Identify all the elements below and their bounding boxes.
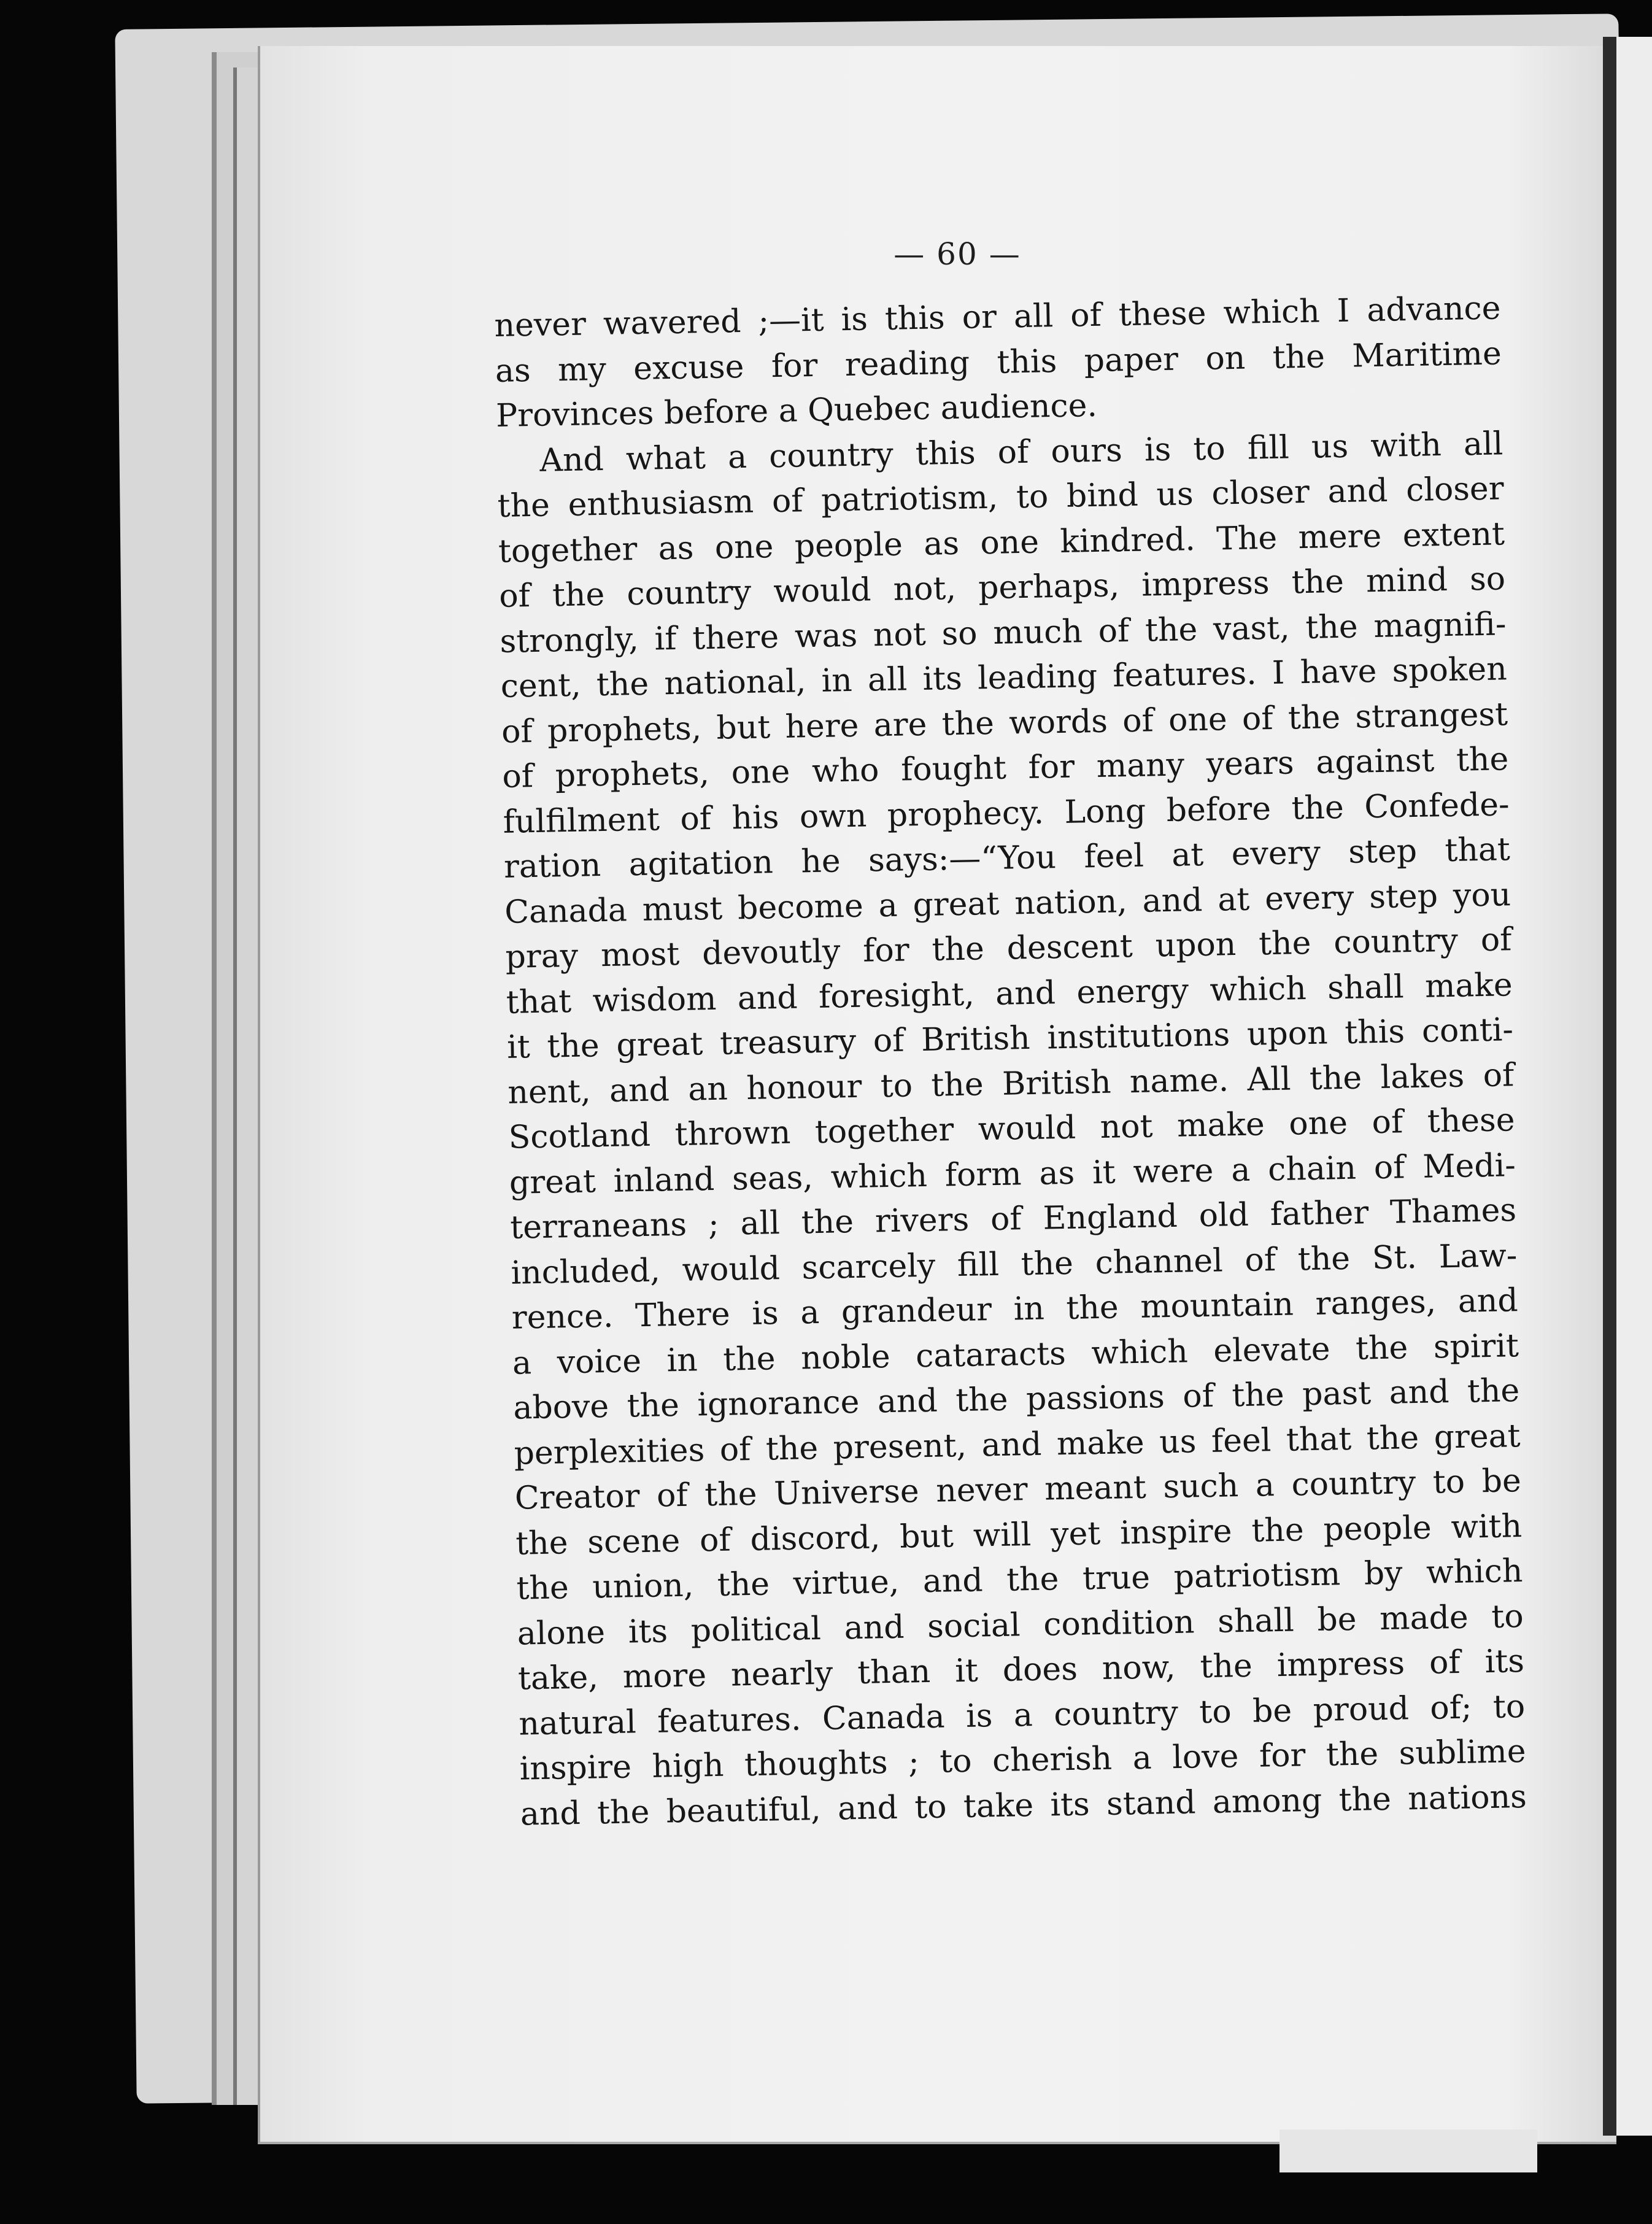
facing-page-edge (1616, 37, 1652, 2136)
page-number: — 60 — (894, 236, 1021, 272)
body-text (494, 286, 1527, 1837)
text-line: the enthusiasm of patriotism, to bind us closer and closer (497, 470, 1505, 525)
text-line: pray most devoutly for the descent upon the country of (505, 921, 1512, 976)
text-line: together as one people as one kindred. The mere extent (498, 515, 1505, 570)
text-line: alone its political and social condition shall be made to (517, 1597, 1524, 1653)
text-line: and the beautiful, and to take its stand among the nations (520, 1778, 1527, 1833)
text-line: a voice in the noble cataracts which elevate the spirit (512, 1327, 1519, 1382)
text-line: it the great treasury of British institutions upon this conti- (506, 1011, 1514, 1066)
text-line: strongly, if there was not so much of the vast, the magnifi- (500, 605, 1507, 660)
text-line: terraneans ; all the rivers of England old father Thames (509, 1192, 1517, 1246)
text-line: above the ignorance and the passions of the past and the (512, 1372, 1520, 1427)
text-line: Creator of the Universe never meant such a country to be (514, 1462, 1522, 1517)
text-line: nent, and an honour to the British name. All the lakes of (507, 1056, 1515, 1111)
text-line: Provinces before a Quebec audience. (495, 387, 1098, 434)
text-line: fulfilment of his own prophecy. Long before the Confede- (503, 786, 1510, 841)
text-line: included, would scarcely fill the channel of the St. Law- (511, 1237, 1518, 1292)
text-line: Scotland thrown together would not make one of these (508, 1102, 1515, 1156)
bottom-paper-tab (1280, 2129, 1537, 2172)
text-line: of prophets, but here are the words of one of the strangest (501, 695, 1508, 751)
text-line: as my excuse for reading this paper on the Maritime (495, 334, 1502, 390)
text-line: inspire high thoughts ; to cherish a love for the sublime (519, 1733, 1526, 1788)
text-line: that wisdom and foresight, and energy which shall make (506, 966, 1513, 1021)
text-line: of the country would not, perhaps, impress the mind so (498, 560, 1506, 615)
paragraph-start-line: And what a country this of ours is to fill us with all (539, 425, 1503, 479)
text-line: of prophets, one who fought for many years against the (501, 741, 1509, 795)
text-line: rence. There is a grandeur in the mountain ranges, and (511, 1282, 1519, 1337)
text-line: perplexities of the present, and make us feel that the great (514, 1417, 1521, 1472)
text-line: great inland seas, which form as it were a chain of Medi- (509, 1146, 1516, 1202)
text-line: the scene of discord, but will yet inspire the people with (515, 1507, 1523, 1562)
text-line: ration agitation he says:—“You feel at every step that (503, 831, 1511, 886)
text-line: Canada must become a great nation, and at every step you (504, 876, 1511, 931)
text-line: cent, the national, in all its leading features. I have spoken (500, 651, 1508, 705)
text-line: never wavered ;—it is this or all of these which I advance (494, 290, 1501, 344)
text-line: take, more nearly than it does now, the impress of its (517, 1643, 1525, 1697)
book-spine (1603, 37, 1616, 2136)
text-line: the union, the virtue, and the true patriotism by which (516, 1553, 1523, 1607)
text-line: natural features. Canada is a country to be proud of; to (518, 1688, 1526, 1743)
